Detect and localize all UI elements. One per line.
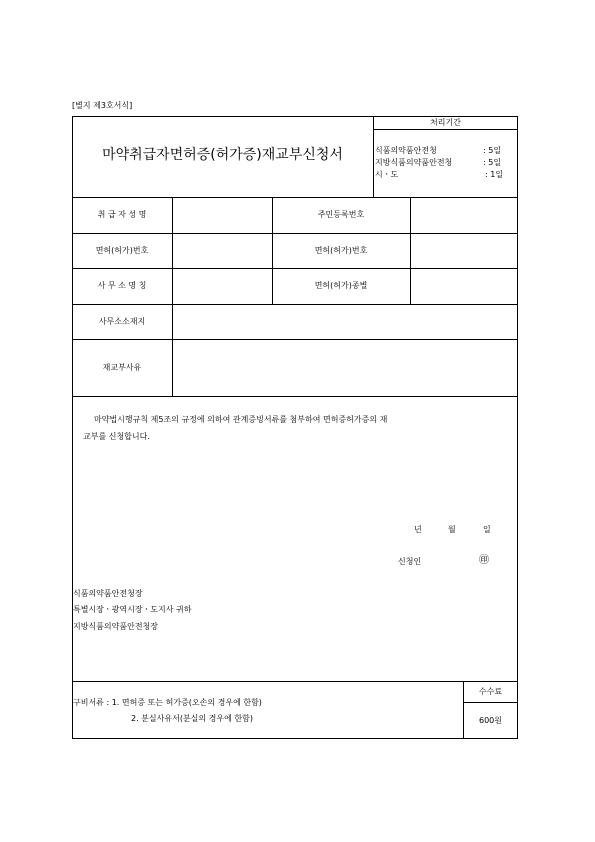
license-number-field-left[interactable] <box>173 234 271 267</box>
processing-days-2: : 5일 <box>483 158 502 167</box>
processing-days-1: : 5일 <box>483 146 502 155</box>
resident-number-label: 주민등록번호 <box>317 210 365 219</box>
office-name-field[interactable] <box>173 269 271 303</box>
license-number-label-right: 면허(허가)번호 <box>314 245 368 255</box>
recipient-line-2: 특별시장ㆍ광역시장ㆍ도지사 귀하 <box>73 605 192 614</box>
handler-name-label: 취 급 자 성 명 <box>97 210 147 219</box>
form-title: 마약취급자면허증(허가증)재교부신청서 <box>102 147 343 163</box>
date-year: 년 <box>414 525 422 534</box>
processing-days-3: : 1일 <box>485 170 504 179</box>
license-number-label-left: 면허(허가)번호 <box>95 245 149 255</box>
processing-org-2: 지방식품의약품안전청 <box>375 158 453 167</box>
reissue-reason-field[interactable] <box>173 340 517 395</box>
form-number: [별지 제3호서식] <box>72 101 133 110</box>
statement-line-1: 마약법시행규칙 제5조의 규정에 의하여 관계증빙서류를 첨부하여 면허증허가증의 재 <box>94 415 388 424</box>
office-address-field[interactable] <box>173 305 517 338</box>
fee-label: 수수료 <box>478 686 503 696</box>
applicant-label: 신청인 <box>398 557 422 566</box>
reissue-reason-label: 재교부사유 <box>102 362 142 372</box>
license-number-field-right[interactable] <box>411 234 517 267</box>
office-address-label: 사무소소재지 <box>98 316 146 326</box>
documents-line-2: 2. 분실사유서(분실의 경우에 한함) <box>131 714 253 723</box>
license-type-label: 면허(허가)종별 <box>314 281 368 290</box>
date-day: 일 <box>483 525 491 534</box>
office-name-label: 사 무 소 명 칭 <box>97 281 147 290</box>
processing-period-header: 처리기간 <box>430 117 461 127</box>
recipient-line-3: 지방식품의약품안전청장 <box>73 622 159 631</box>
date-month: 월 <box>448 525 456 534</box>
statement-line-2: 교부를 신청합니다. <box>83 432 150 441</box>
processing-org-3: 시ㆍ도 <box>375 170 399 179</box>
processing-org-1: 식품의약품안전청 <box>375 146 437 155</box>
resident-number-field[interactable] <box>411 198 517 232</box>
documents-line-1: 구비서류 : 1. 면허증 또는 허가증(오손의 경우에 한함) <box>73 698 262 707</box>
seal-icon: ㊞ <box>479 555 489 566</box>
license-type-field[interactable] <box>411 269 517 303</box>
fee-value: 600원 <box>479 715 502 725</box>
recipient-line-1: 식품의약품안전청장 <box>73 589 143 598</box>
handler-name-field[interactable] <box>173 198 271 232</box>
